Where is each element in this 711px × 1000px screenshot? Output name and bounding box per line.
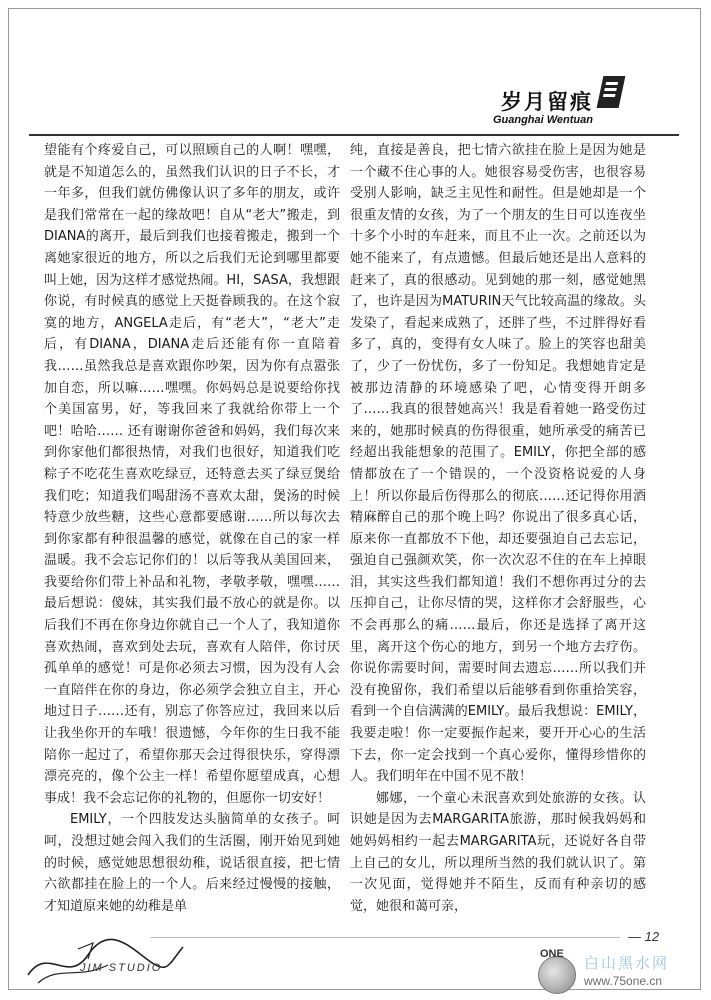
watermark-site-name: 白山黑水网 [584, 954, 670, 972]
watermark-badge: ONE [540, 948, 564, 960]
watermark-url: www.75one.cn [584, 974, 663, 988]
site-watermark [538, 948, 706, 994]
header-divider [29, 134, 679, 136]
right-text-column [350, 140, 646, 917]
studio-label: JIM STUDIO [80, 962, 163, 974]
magazine-section-title: 岁月留痕 [501, 90, 593, 114]
paragraph-nana: 娜娜，一个童心未泯喜欢到处旅游的女孩。认识她是因为去MARGARITA旅游，那时候我妈妈和她妈妈相约一起去MARGARITA玩，还说好各自带上自己的女儿，所以理所当然的我们就认识了。第一次见面，觉得她并不陌生，反而有种亲切的感觉，她很和蔼可亲， [350, 790, 646, 914]
globe-icon [538, 956, 576, 994]
paragraph-sasa: 望能有个疼爱自己，可以照顾自己的人啊！嘿嘿，就是不知道怎么的，虽然我们认识的日子不长，才一年多，但我们就仿佛像认识了多年的朋友，或许是我们常常在一起的缘故吧！自从“老大”搬走，到DIANA的离开，最后到我们也接着搬走，搬到一个离她家很近的地方，所以之后我们无论到哪里都要叫上她，因为这样才感觉热闹。HI，SASA，我想跟你说，有时候真的感觉上天挺眷顾我的。在这个寂寞的地方，ANGELA走后，有“老大”，“老大”走后，有DIANA，DIANA走后还能有你一直陪着我……虽然我总是喜欢跟你吵架，因为你有点嚣张加自恋，所以嘛……嘿嘿。你妈妈总是说要给你找个美国富男，好，等我回来了我就给你带上一个吧！哈哈…… 还有谢谢你爸爸和妈妈，我们每次来到你家他们都很热情，对我们也很好，知道我们吃粽子不吃花生喜欢吃绿豆，还特意去买了绿豆煲给我们吃；知道我们喝甜汤不喜欢太甜，煲汤的时候特意少放些糖，这些心意都要感谢……所以每次去到你家都有种很温馨的感觉，就像在自己的家一样温暖。我不会忘记你们的！以后等我从美国回来，我要给你们带上补品和礼物，孝敬孝敬，嘿嘿……最后想说：傻妹，其实我们最不放心的就是你。以后我们不再在你身边你就自己一个人了，我知道你喜欢热闹，喜欢到处去玩，喜欢有人陪伴，你讨厌孤单单的感觉！可是你必须去习惯，因为没有人会一直陪伴在你的身边，你必须学会独立自主，开心地过日子……还有，别忘了你答应过，我回来以后让我坐你开的车哦！很遗憾，今年你的生日我不能陪你一起过了，希望你那天会过得很快乐，穿得漂漂亮亮的，像个公主一样！希望你愿望成真，心想事成！我不会忘记你的礼物的，但愿你一切安好！ [44, 143, 340, 806]
page-number: — 12 [628, 929, 659, 944]
section-logo-icon [597, 76, 626, 108]
left-text-column [44, 140, 340, 917]
paragraph-emily-start: EMILY，一个四肢发达头脑简单的女孩子。呵呵，没想过她会闯入我们的生活圈，刚开始见到她的时候，感觉她思想很幼稚，说话很直接，把七情六欲都挂在脸上的一个人。后来经过慢慢的接触，才知道原来她的幼稚是单 [44, 812, 340, 914]
magazine-section-subtitle: Guanghai Wentuan [492, 114, 593, 126]
magazine-header [460, 74, 705, 134]
footer-divider [150, 937, 620, 938]
paragraph-emily-continued: 纯，直接是善良，把七情六欲挂在脸上是因为她是一个藏不住心事的人。她很容易受伤害，也很容易受别人影响，缺乏主见性和耐性。但是她却是一个很重友情的女孩，为了一个朋友的生日可以连夜坐十多个小时的车赶来，而且不止一次。之前还以为她不能来了，有点遗憾。但最后她还是出人意料的赶来了，真的很感动。见到她的那一刻，感觉她黑了，也许是因为MATURIN天气比较高温的缘故。头发染了，看起来成熟了，还胖了些，不过胖得好看多了，真的，变得有女人味了。脸上的笑容也甜美了，少了一份忧伤，多了一份知足。我想她肯定是被那边清静的环境感染了吧，心情变得开朗多了……我真的很替她高兴！我是看着她一路受伤过来的，她那时候真的伤得很重，她所承受的痛苦已经超出我能想象的范围了。EMILY，你把全部的感情都放在了一个错误的，一个没资格说爱的人身上！所以你最后伤得那么的彻底……还记得你用酒精麻醉自己的那个晚上吗？你说出了很多真心话，原来你一直都放不下他，却还要强迫自己去忘记，强迫自己强颜欢笑，你一次次忍不住的在车上掉眼泪，其实这些我们都知道！我们不想你再过分的去压抑自己，让你尽情的哭，这样你才会舒服些，心不会再那么的痛……最后，你还是选择了离开这里，离开这个伤心的地方，到另一个地方去疗伤。你说你需要时间，需要时间去遗忘……所以我们并没有挽留你，我们希望以后能够看到你重拾笑容，看到一个自信满满的EMILY。最后我想说：EMILY，我要走啦！你一定要振作起来，要开开心心的生活下去，你一定会找到一个真心爱你，懂得珍惜你的人。我们明年在中国不见不散！ [350, 143, 646, 785]
